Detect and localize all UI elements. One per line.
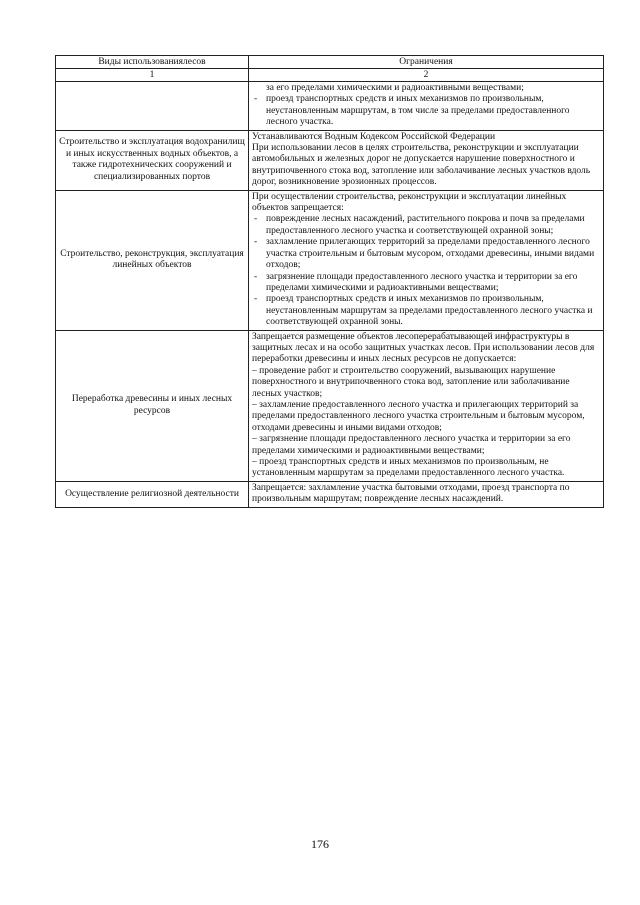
restriction-paragraph: – загрязнение площади предоставленного лесного участка и территории за его пределами химическими и радиоактивными веществами; (252, 434, 571, 456)
list-item: - проезд транспортных средств и иных механизмов по произвольным, неустановленным маршрутам за пределами предоставленного лесного участка и соответствующей охранной зоны. (252, 294, 600, 328)
row-use-type: Осуществление религиозной деятельности (56, 481, 249, 507)
restriction-paragraph: При использовании лесов в целях строительства, реконструкции и эксплуатации автомобильных и железных дорог не допускается нарушение поверхностного и внутрипочвенного стока вод, затопление или заболачивание лесных участков вдоль дорог, возникновение эрозионных процессов. (252, 143, 591, 188)
row-restrictions (249, 82, 604, 131)
list-item: - захламление прилегающих территорий за пределами предоставленного лесного участка строительным и бытовым мусором, отходами древесины, иными видами отходов; (252, 237, 600, 271)
column-number-1: 1 (56, 69, 249, 82)
restriction-paragraph: Запрещается размещение объектов лесоперерабатывающей инфраструктуры в защитных лесах и на особо защитных участках лесов. При использовании лесов для переработки древесины и иных лесных ресурсов не допускается: (252, 331, 595, 365)
list-item: - повреждение лесных насаждений, растительного покрова и почв за пределами предоставленного лесного участка и соответствующей охранной зоны; (252, 214, 600, 237)
restriction-paragraph: Устанавливаются Водным Кодексом Российской Федерации (252, 131, 496, 142)
row-restrictions (249, 190, 604, 330)
row-restrictions: Запрещается: захламление участка бытовыми отходами, проезд транспорта по произвольным маршрутам; повреждение лесных насаждений. (249, 481, 604, 507)
restriction-paragraph: – проведение работ и строительство сооружений, вызывающих нарушение поверхностного и внутрипочвенного стока вод, затопление или заболачивание лесных участков; (252, 365, 570, 399)
restriction-paragraph: – захламление предоставленного лесного участка и прилегающих территорий за пределами предоставленного лесного участка строительным и бытовым мусором, отходами древесины и иными видами отходов; (252, 399, 585, 433)
table-row (56, 330, 604, 481)
page-number: 176 (311, 837, 329, 851)
row-use-type: Строительство и эксплуатация водохранилищ и иных искусственных водных объектов, а также гидротехнических сооружений и специализированных портов (56, 130, 249, 190)
row-restrictions (249, 330, 604, 481)
list-item: за его пределами химическими и радиоактивными веществами; (266, 83, 524, 93)
table-row (56, 481, 604, 507)
table-row (56, 190, 604, 330)
list-item: - проезд транспортных средств и иных механизмов по произвольным, неустановленным маршрутам, в том числе за пределами предоставленного лесного участка. (252, 94, 600, 128)
row-use-type (56, 82, 249, 131)
column-number-row (56, 69, 604, 82)
row-restrictions (249, 130, 604, 190)
table-row (56, 82, 604, 131)
restrictions-table (55, 55, 604, 508)
list-item: - загрязнение площади предоставленного лесного участка и территории за его пределами химическими и радиоактивными веществами; (252, 272, 600, 295)
header-cell-forest-use-types: Виды использованиялесов (56, 56, 249, 69)
column-number-2: 2 (249, 69, 604, 82)
restriction-intro: При осуществлении строительства, реконструкции и эксплуатации линейных объектов запрещается: (252, 191, 567, 214)
restriction-list (252, 83, 600, 129)
header-cell-restrictions: Ограничения (249, 56, 604, 69)
row-use-type: Строительство, реконструкция, эксплуатация линейных объектов (56, 190, 249, 330)
header-row (56, 56, 604, 69)
table-row (56, 130, 604, 190)
restriction-paragraph: – проезд транспортных средств и иных механизмов по произвольным, не установленным маршрутам за пределами предоставленного лесного участка. (252, 457, 565, 479)
row-use-type: Переработка древесины и иных лесных ресурсов (56, 330, 249, 481)
restriction-list (252, 214, 600, 328)
